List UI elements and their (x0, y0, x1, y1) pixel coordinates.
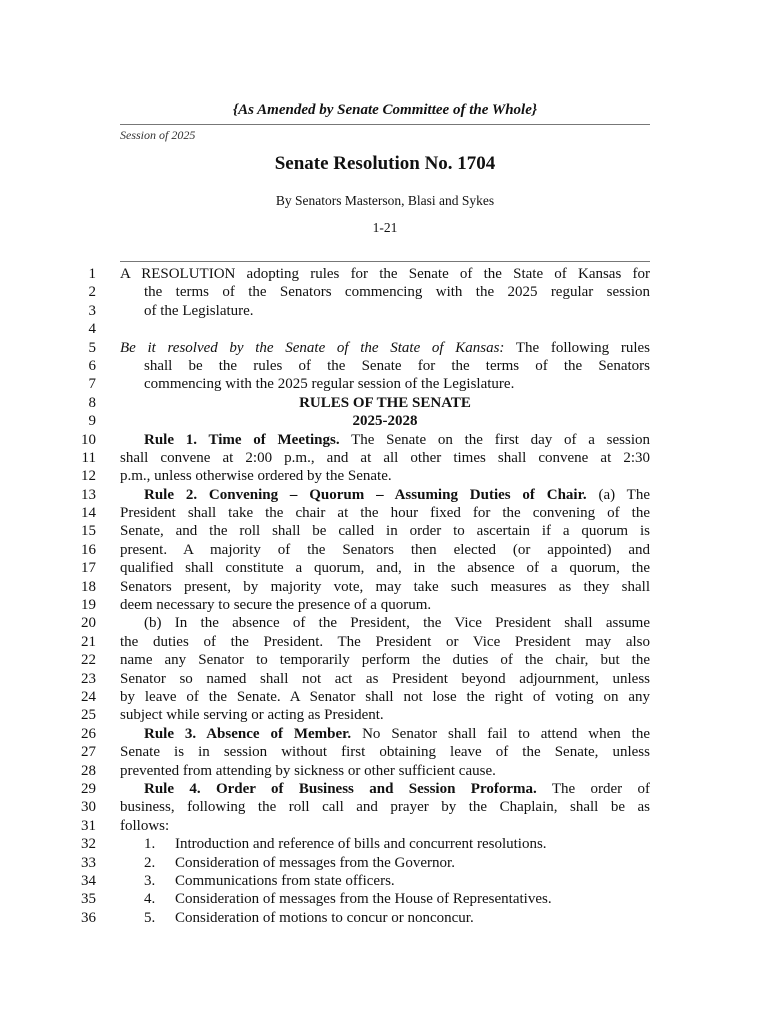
line-2: the terms of the Senators commencing with the 2025 regular session (144, 284, 650, 301)
line-16: present. A majority of the Senators then elected (or appointed) and (120, 541, 650, 558)
line-number: 34 (81, 872, 96, 889)
line-number: 15 (81, 523, 96, 540)
line-number: 35 (81, 891, 96, 908)
line-number: 5 (88, 339, 96, 356)
line-28: prevented from attending by sickness or other sufficient cause. (120, 762, 496, 779)
line-number: 21 (81, 633, 96, 650)
line-27: Senate is in session without first obtaining leave of the Senate, unless (120, 744, 650, 761)
rule-2-heading: Rule 2. Convening – Quorum – Assuming Duties of Chair. (144, 486, 587, 503)
line-5 (120, 339, 650, 357)
line-number: 33 (81, 854, 96, 871)
line-25: subject while serving or acting as President. (120, 707, 384, 724)
introduced-date: 1-21 (372, 220, 398, 235)
line-number: 31 (81, 817, 96, 834)
amendment-note: {As Amended by Senate Committee of the Whole} (232, 102, 538, 118)
list-item (120, 890, 650, 908)
line-29-rest: The order of (536, 780, 650, 797)
list-item (120, 872, 650, 890)
line-number: 27 (81, 744, 96, 761)
line-number: 8 (88, 394, 96, 411)
line-number: 2 (88, 284, 96, 301)
line-number: 11 (81, 449, 96, 466)
line-11: shall convene at 2:00 p.m., and at all other times shall convene at 2:30 (120, 449, 650, 466)
line-6: shall be the rules of the Senate for the terms of the Senators (144, 357, 650, 374)
line-number: 23 (81, 670, 96, 687)
line-number: 4 (88, 321, 96, 338)
line-number-gutter (60, 265, 96, 927)
line-number: 25 (81, 707, 96, 724)
line-number: 26 (81, 725, 96, 742)
line-13 (120, 486, 650, 504)
enacting-clause: Be it resolved by the Senate of the State of Kansas: (120, 339, 505, 356)
line-29 (120, 780, 650, 798)
session-label: Session of 2025 (120, 128, 196, 142)
list-item-text: Consideration of motions to concur or nonconcur. (175, 909, 474, 926)
line-3: of the Legislature. (144, 302, 254, 319)
line-number: 3 (88, 302, 96, 319)
header-rule (120, 124, 650, 125)
line-18: Senators present, by majority vote, may take such measures as they shall (120, 578, 650, 595)
order-of-business-list (120, 835, 650, 927)
list-item (120, 909, 650, 927)
list-item-text: Communications from state officers. (175, 872, 395, 889)
rule-3-heading: Rule 3. Absence of Member. (144, 725, 352, 742)
resolution-body (120, 265, 650, 927)
line-number: 36 (81, 909, 96, 926)
line-number: 30 (81, 799, 96, 816)
line-number: 16 (81, 541, 96, 558)
line-13-rest: (a) The (586, 486, 650, 503)
line-number: 24 (81, 688, 96, 705)
line-number: 7 (88, 376, 96, 393)
line-15: Senate, and the roll shall be called in order to ascertain if a quorum is (120, 523, 650, 540)
line-31: follows: (120, 817, 170, 834)
list-item-text: Introduction and reference of bills and concurrent resolutions. (175, 836, 547, 853)
line-number: 32 (81, 836, 96, 853)
line-10 (120, 431, 650, 449)
line-12: p.m., unless otherwise ordered by the Senate. (120, 468, 392, 485)
line-24: by leave of the Senate. A Senator shall not lose the right of voting on any (120, 688, 650, 705)
line-number: 13 (81, 486, 96, 503)
rule-4-heading: Rule 4. Order of Business and Session Proforma. (144, 780, 537, 797)
line-26 (120, 725, 650, 743)
line-10-rest: The Senate on the first day of a session (339, 431, 650, 448)
list-item-number: 1. (144, 836, 156, 853)
line-number: 18 (81, 578, 96, 595)
line-5-rest: The following rules (504, 339, 650, 356)
line-7: commencing with the 2025 regular session of the Legislature. (144, 376, 515, 393)
body-rule (120, 261, 650, 262)
rules-years: 2025-2028 (352, 413, 418, 430)
list-item-number: 2. (144, 854, 156, 871)
line-number: 1 (88, 266, 96, 282)
list-item (120, 854, 650, 872)
line-number: 19 (81, 597, 96, 614)
line-1: A RESOLUTION adopting rules for the Senate of the State of Kansas for (120, 266, 650, 282)
list-item-text: Consideration of messages from the House of Representatives. (175, 891, 552, 908)
line-17: qualified shall constitute a quorum, and, in the absence of a quorum, the (120, 560, 650, 577)
line-number: 28 (81, 762, 96, 779)
line-26-rest: No Senator shall fail to attend when the (351, 725, 650, 742)
list-item-number: 4. (144, 891, 156, 908)
line-14: President shall take the chair at the hour fixed for the convening of the (120, 505, 650, 522)
line-number: 9 (88, 413, 96, 430)
rules-heading: RULES OF THE SENATE (299, 394, 471, 411)
line-number: 6 (88, 357, 96, 374)
line-number: 29 (81, 780, 96, 797)
line-30: business, following the roll call and prayer by the Chaplain, shall be as (120, 799, 650, 816)
list-item-number: 3. (144, 872, 156, 889)
line-20: (b) In the absence of the President, the Vice President shall assume (144, 615, 650, 632)
line-19: deem necessary to secure the presence of a quorum. (120, 597, 432, 614)
line-number: 20 (81, 615, 96, 632)
line-23: Senator so named shall not act as President beyond adjournment, unless (120, 670, 650, 687)
line-number: 12 (81, 468, 96, 485)
sponsors: By Senators Masterson, Blasi and Sykes (275, 193, 495, 208)
line-number: 17 (81, 560, 96, 577)
line-number: 10 (81, 431, 96, 448)
rule-1-heading: Rule 1. Time of Meetings. (144, 431, 340, 448)
line-4 (120, 320, 650, 338)
line-number: 22 (81, 652, 96, 669)
list-item (120, 835, 650, 853)
line-number: 14 (81, 505, 96, 522)
list-item-text: Consideration of messages from the Governor. (175, 854, 455, 871)
resolution-title: Senate Resolution No. 1704 (274, 153, 496, 174)
line-22: name any Senator to temporarily perform the duties of the chair, but the (120, 652, 650, 669)
line-21: the duties of the President. The President or Vice President may also (120, 633, 650, 650)
list-item-number: 5. (144, 909, 156, 926)
